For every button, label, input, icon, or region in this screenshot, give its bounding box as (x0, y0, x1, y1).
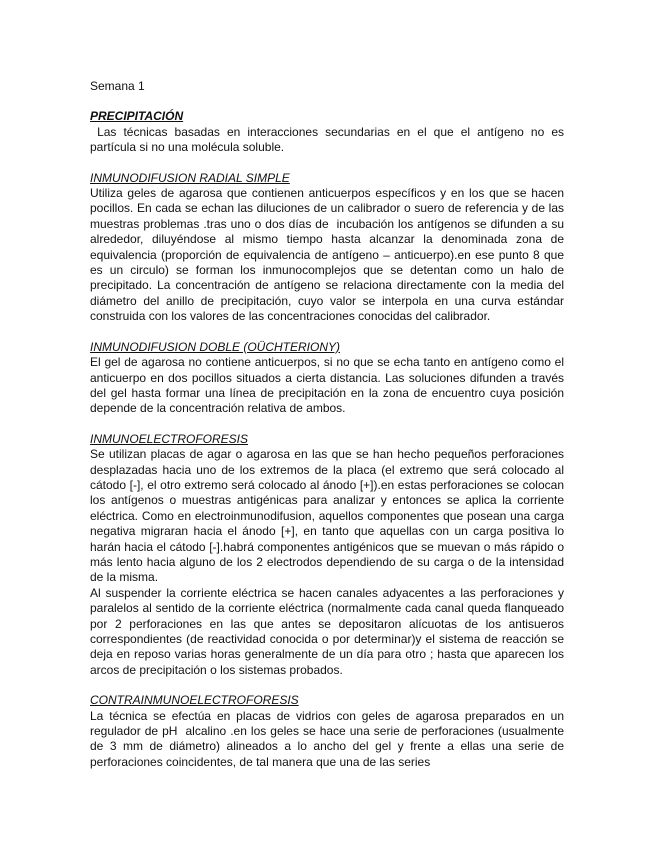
document-page (90, 79, 568, 785)
section-paragraph: El gel de agarosa no contiene anticuerpos, si no que se echa tanto en antígeno como el anticuerpo en dos pocillos situados a cierta distancia. Las soluciones difunden a través del gel hasta formar una línea de precipitación en la zona de encuentro cuya posición depende de la concentración relativa de ambos. (90, 355, 568, 416)
section-heading: INMUNOELECTROFORESIS (90, 431, 249, 446)
section-heading: CONTRAINMUNOELECTROFORESIS (90, 693, 299, 708)
week-label: Semana 1 (90, 79, 145, 93)
section-heading: PRECIPITACIÓN (90, 109, 184, 124)
section-paragraph: La técnica se efectúa en placas de vidrios con geles de agarosa preparados en un regulador de pH alcalino .en los geles se hace una serie de perforaciones (usualmente de 3 mm de diámetro) alineados a lo ancho del gel y frente a ellas una serie de perforaciones coincidentes, de tal manera que una de las series (90, 708, 568, 769)
section-paragraph: Utiliza geles de agarosa que contienen anticuerpos específicos y en los que se hacen pocillos. En cada se echan las diluciones de un calibrador o suero de referencia y de las muestras problemas .tras uno o dos días de incubación los antígenos se difunden a su alrededor, diluyéndose al mismo tiempo hasta alcanzar la denominada zona de equivalencia (proporción de equivalencia de antígeno – anticuerpo).en ese punto 8 que es un circulo) se forman los inmunocomplejos que se detentan como un halo de precipitado. La concentración de antígeno se relaciona directamente con la media del diámetro del anillo de precipitación, cuyo valor se interpola en una curva estándar construida con los valores de las concentraciones conocidas del calibrador. (90, 186, 568, 324)
section-paragraph: Las técnicas basadas en interacciones secundarias en el que el antígeno no es partícula si no una molécula soluble. (90, 124, 568, 155)
section-heading: INMUNODIFUSION RADIAL SIMPLE (90, 170, 290, 185)
section-inmunodifusion-radial-simple (90, 170, 568, 325)
section-heading: INMUNODIFUSION DOBLE (OÜCHTERIONY) (90, 339, 341, 354)
section-contrainmunoelectroforesis (90, 693, 568, 770)
section-paragraph: Al suspender la corriente eléctrica se hacen canales adyacentes a las perforaciones y paralelos al sentido de la corriente eléctrica (normalmente cada canal queda flanqueado por 2 perforaciones en las que antes se depositaron alícuotas de los antisueros correspondientes (de reactividad conocida o por determinar)y el sistema de reacción se deja en reposo varias horas generalmente de un día para otro ; hasta que aparecen los arcos de precipitación o los sistemas probados. (90, 585, 568, 677)
section-inmunodifusion-doble (90, 339, 568, 417)
section-inmunoelectroforesis (90, 431, 568, 679)
section-precipitacion (90, 109, 568, 155)
section-paragraph: Se utilizan placas de agar o agarosa en las que se han hecho pequeños perforaciones desplazadas hacia uno de los extremos de la placa (el extremo que será colocado al cátodo [-], el otro extremo será colocado al ánodo [+]).en estas perforaciones se colocan los antígenos o muestras antigénicas para analizar y entonces se aplica la corriente eléctrica. Como en electroinmunodifusion, aquellos componentes que posean una carga negativa migraran hacia el ánodo [+], en tanto que aquellas con un carga positiva lo harán hacia el cátodo [-].habrá componentes antigénicos que se muevan o más rápido o más lento hacia alguno de los 2 electrodos dependiendo de su carga o de la intensidad de la misma. (90, 447, 568, 585)
